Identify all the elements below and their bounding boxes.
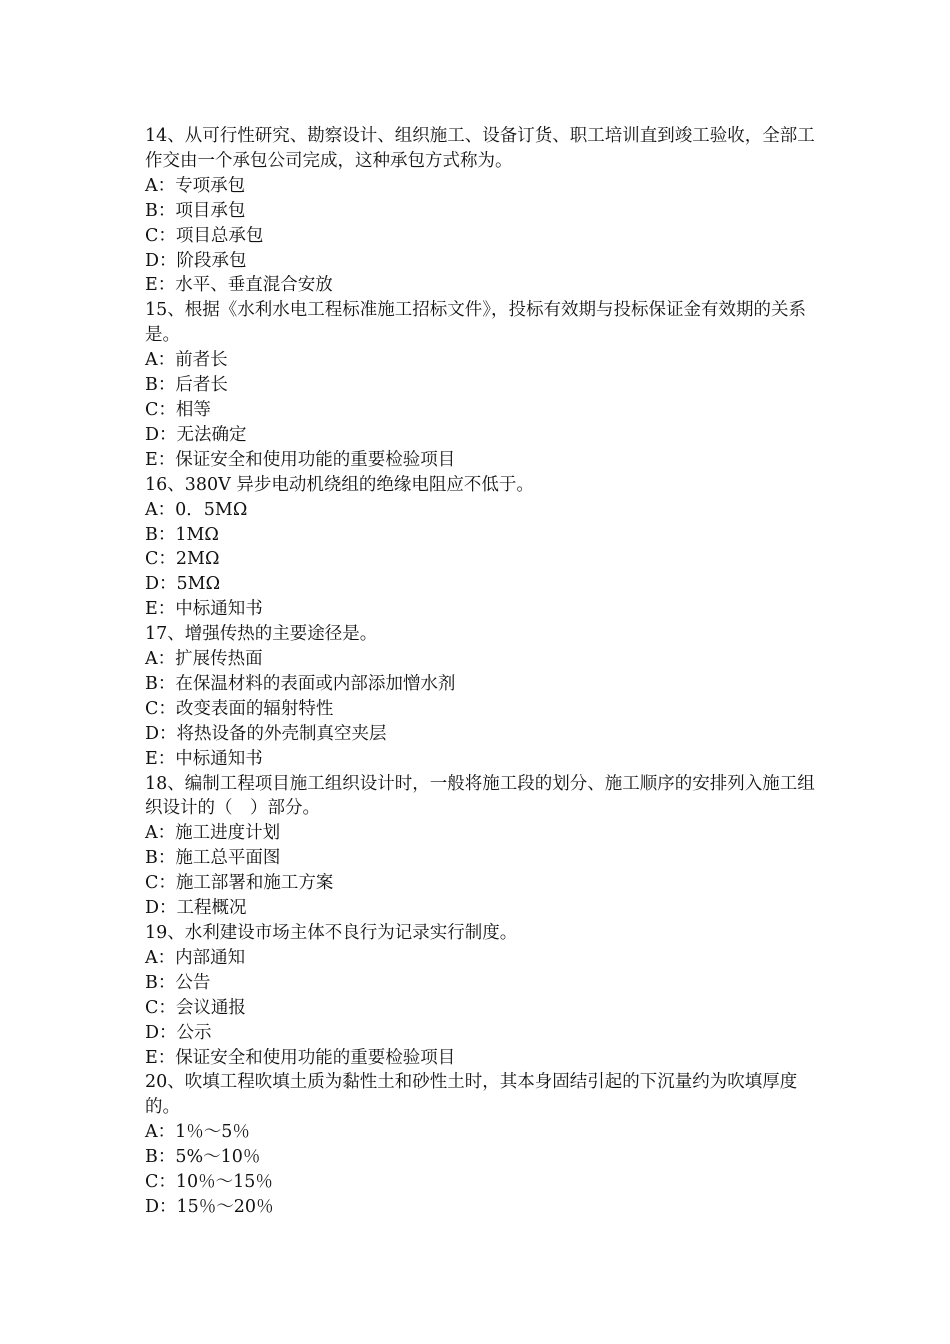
- option-d: D：将热设备的外壳制真空夹层: [145, 723, 387, 744]
- question-17: [145, 622, 817, 771]
- question-stem: 17、增强传热的主要途径是。: [145, 624, 378, 645]
- option-d: D：公示: [145, 1022, 212, 1043]
- question-stem: 18、编制工程项目施工组织设计时，一般将施工段的划分、施工顺序的安排列入施工组织设计的（ ）部分。: [145, 773, 815, 819]
- option-a: A：0．5MΩ: [145, 499, 248, 520]
- option-e: E：中标通知书: [145, 599, 263, 620]
- option-e: E：保证安全和使用功能的重要检验项目: [145, 1047, 456, 1068]
- option-c: C：施工部署和施工方案: [145, 873, 334, 894]
- option-b: B：1MΩ: [145, 524, 219, 545]
- option-c: C：改变表面的辐射特性: [145, 698, 334, 719]
- option-c: C：会议通报: [145, 997, 246, 1018]
- option-a: A：前者长: [145, 350, 228, 371]
- option-b: B：项目承包: [145, 200, 246, 221]
- question-19: [145, 921, 817, 1070]
- option-c: C：10％～15％: [145, 1172, 273, 1193]
- option-a: A：1％～5％: [145, 1122, 250, 1143]
- option-d: D：5MΩ: [145, 574, 221, 595]
- question-stem: 14、从可行性研究、勘察设计、组织施工、设备订货、职工培训直到竣工验收，全部工作交由一个承包公司完成，这种承包方式称为。: [145, 126, 815, 171]
- option-d: D：无法确定: [145, 424, 247, 445]
- option-d: D：15％～20％: [145, 1196, 274, 1217]
- option-e: E：中标通知书: [145, 748, 263, 769]
- option-b: B：施工总平面图: [145, 848, 281, 869]
- question-stem: 19、水利建设市场主体不良行为记录实行制度。: [145, 923, 518, 943]
- question-15: [145, 298, 817, 472]
- option-d: D：工程概况: [145, 898, 247, 919]
- question-14: [145, 124, 817, 298]
- option-b: B：在保温材料的表面或内部添加憎水剂: [145, 673, 456, 694]
- option-a: A：施工进度计划: [145, 823, 281, 844]
- question-16: [145, 473, 817, 622]
- option-c: C：2MΩ: [145, 549, 220, 570]
- option-e: E：水平、垂直混合安放: [145, 275, 333, 296]
- option-a: A：内部通知: [145, 947, 246, 968]
- option-c: C：项目总承包: [145, 225, 264, 246]
- question-stem: 16、380V 异步电动机绕组的绝缘电阻应不低于。: [145, 474, 534, 495]
- option-b: B：后者长: [145, 375, 228, 396]
- option-a: A：专项承包: [145, 175, 246, 196]
- question-stem: 15、根据《水利水电工程标准施工招标文件》，投标有效期与投标保证金有效期的关系是。: [145, 300, 807, 346]
- option-d: D：阶段承包: [145, 250, 247, 271]
- question-18: [145, 772, 817, 921]
- question-stem: 20、吹填工程吹填土质为黏性土和砂性土时，其本身固结引起的下沉量约为吹填厚度的。: [145, 1072, 798, 1118]
- question-20: [145, 1070, 817, 1219]
- option-a: A：扩展传热面: [145, 649, 263, 670]
- option-b: B：5%～10％: [145, 1147, 261, 1168]
- option-b: B：公告: [145, 972, 211, 993]
- option-e: E：保证安全和使用功能的重要检验项目: [145, 449, 456, 470]
- option-c: C：相等: [145, 399, 211, 420]
- question-list: [145, 124, 817, 1220]
